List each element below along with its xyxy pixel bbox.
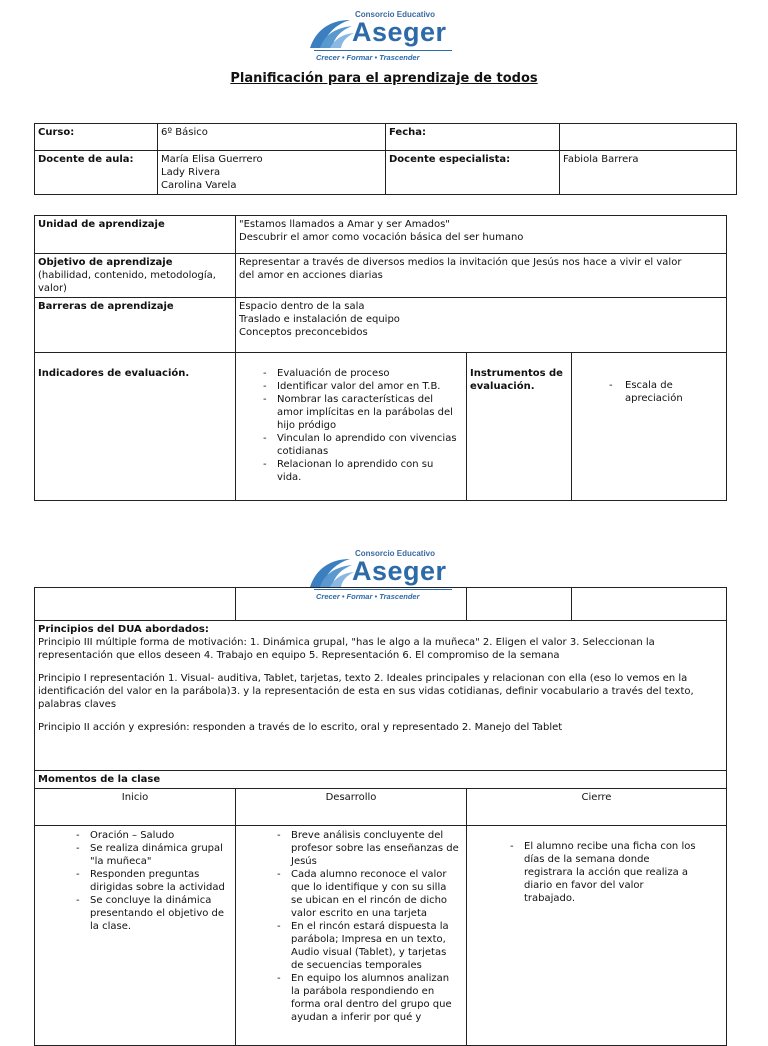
docente-label: Docente de aula: — [35, 151, 158, 195]
docente-name: Lady Rivera — [161, 167, 221, 178]
wave-logo-icon — [308, 555, 354, 589]
unidad-label: Unidad de aprendizaje — [35, 216, 236, 254]
empty-cell — [236, 588, 467, 621]
instrumentos-label: Instrumentos de evaluación. — [467, 353, 572, 501]
logo-name: Aseger — [352, 17, 447, 47]
barrera-item: Traslado e instalación de equipo — [239, 314, 400, 325]
empty-cell — [35, 588, 236, 621]
curso-label: Curso: — [35, 124, 158, 151]
lower-table — [34, 587, 727, 1046]
objetivo-text: del amor en acciones diarias — [239, 270, 383, 281]
header-table — [34, 123, 737, 195]
indicador-item: - Relacionan lo aprendido con su vida. — [259, 458, 460, 484]
desarrollo-cell — [236, 826, 467, 1046]
cierre-header: Cierre — [467, 789, 727, 826]
indicador-item: - Vinculan lo aprendido con vivencias cotidianas — [259, 432, 460, 458]
principios-cell — [35, 621, 727, 771]
unit-table — [34, 215, 727, 501]
inicio-item: - Se concluye la dinámica presentando el objetivo de la clase. — [72, 894, 229, 933]
logo-superscript: Consorcio Educativo — [355, 10, 436, 19]
desarrollo-header: Desarrollo — [236, 789, 467, 826]
objetivo-text: Representar a través de diversos medios la invitación que Jesús nos hace a vivir el valor — [239, 257, 682, 268]
instrumentos-cell — [572, 353, 727, 501]
logo-tagline: Crecer • Formar • Trascender — [316, 592, 420, 601]
desarrollo-item: - Cada alumno reconoce el valor que lo identifique y con su silla se ubican en el rincón de dicho valor escrito en una tarjeta — [273, 868, 460, 920]
principio-text: Principio I representación 1. Visual- auditiva, Tablet, tarjetas, texto 2. Ideales principales y relacionan con ella (eso lo vemos en la identificación del valor en la parábola)3. y la representación de esta en sus vidas cotidianas, definir vocabulario a través del texto, palabras claves — [38, 673, 694, 710]
objetivo-label: Objetivo de aprendizaje — [38, 257, 173, 268]
principios-label: Principios del DUA abordados: — [38, 624, 209, 635]
especialista-value: Fabiola Barrera — [560, 151, 737, 195]
instrumento-item: - Escala de apreciación — [605, 379, 723, 405]
logo-divider — [314, 50, 452, 51]
objetivo-sub: (habilidad, contenido, metodología, valor) — [38, 270, 216, 294]
school-logo — [308, 10, 458, 66]
docente-name: Carolina Varela — [161, 180, 237, 191]
inicio-item: - Se realiza dinámica grupal "la muñeca" — [72, 842, 229, 868]
empty-cell — [572, 588, 727, 621]
indicadores-cell — [236, 353, 467, 501]
indicador-item: - Identificar valor del amor en T.B. — [259, 380, 460, 393]
barreras-cell — [236, 298, 727, 353]
principio-text: Principio II acción y expresión: responden a través de lo escrito, oral y representado 2. Manejo del Tablet — [38, 722, 563, 733]
barrera-item: Conceptos preconcebidos — [239, 327, 368, 338]
momentos-label: Momentos de la clase — [35, 771, 727, 789]
fecha-label: Fecha: — [386, 124, 560, 151]
desarrollo-item: - Breve análisis concluyente del profesor sobre las enseñanzas de Jesús — [273, 829, 460, 868]
indicadores-label: Indicadores de evaluación. — [35, 353, 236, 501]
inicio-item: - Responden preguntas dirigidas sobre la actividad — [72, 868, 229, 894]
barreras-label: Barreras de aprendizaje — [35, 298, 236, 353]
empty-cell — [467, 588, 572, 621]
objetivo-cell — [236, 254, 727, 298]
indicador-item: - Evaluación de proceso — [259, 367, 460, 380]
desarrollo-item: - En el rincón estará dispuesta la parábola; Impresa en un texto, Audio visual (Tablet), y tarjetas de secuencias temporales — [273, 920, 460, 972]
unidad-text: "Estamos llamados a Amar y ser Amados" — [239, 219, 450, 230]
wave-logo-icon — [308, 16, 354, 50]
principio-text: Principio III múltiple forma de motivación: 1. Dinámica grupal, "has le algo a la muñeca" 2. Eligen el valor 3. Seleccionan la representación que ellos deseen 4. Trabajo en equipo 5. Representación 6. El compromiso de la semana — [38, 637, 655, 661]
unidad-text: Descubrir el amor como vocación básica del ser humano — [239, 232, 524, 243]
inicio-cell — [35, 826, 236, 1046]
cierre-cell — [467, 826, 727, 1046]
objetivo-cell-label — [35, 254, 236, 298]
inicio-header: Inicio — [35, 789, 236, 826]
desarrollo-item: - En equipo los alumnos analizan la parábola respondiendo en forma oral dentro del grupo que ayudan a inferir por qué y — [273, 972, 460, 1024]
curso-value: 6º Básico — [158, 124, 386, 151]
page-title: Planificación para el aprendizaje de todos — [230, 71, 538, 86]
fecha-value — [560, 124, 737, 151]
barrera-item: Espacio dentro de la sala — [239, 301, 365, 312]
inicio-item: - Oración – Saludo — [72, 829, 229, 842]
indicador-item: - Nombrar las características del amor implícitas en la parábolas del hijo pródigo — [259, 393, 460, 432]
docentes-cell — [158, 151, 386, 195]
logo-name: Aseger — [352, 556, 447, 586]
docente-name: María Elisa Guerrero — [161, 154, 263, 165]
unidad-cell — [236, 216, 727, 254]
especialista-label: Docente especialista: — [386, 151, 560, 195]
logo-tagline: Crecer • Formar • Trascender — [316, 53, 420, 62]
cierre-item: - El alumno recibe una ficha con los días de la semana donde registrara la acción que realiza a diario en favor del valor trabajado. — [506, 840, 696, 905]
logo-superscript: Consorcio Educativo — [355, 549, 436, 558]
